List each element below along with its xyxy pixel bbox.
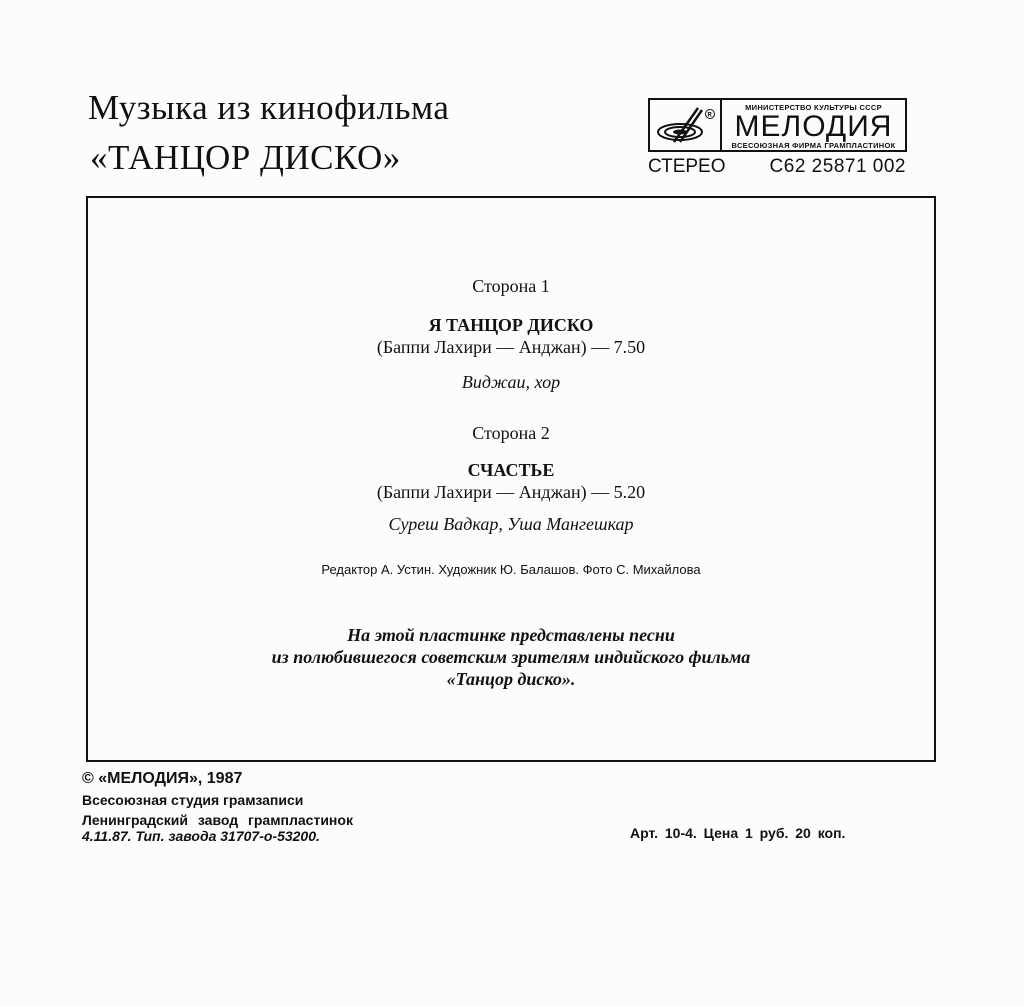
melodiya-logo [648, 98, 907, 152]
side-1-song: Я ТАНЦОР ДИСКО [428, 315, 594, 335]
note-line-1: На этой пластинке представлены песни [347, 625, 675, 645]
logo-ministry-text: МИНИСТЕРСТВО КУЛЬТУРЫ СССР [745, 103, 882, 112]
svg-text:R: R [707, 112, 712, 119]
price: Арт. 10-4. Цена 1 руб. 20 коп. [630, 825, 846, 841]
note-line-2: из полюбившегося советским зрителям индийского фильма [271, 647, 751, 667]
side-2-authors: (Баппи Лахири — Анджан) — 5.20 [376, 482, 646, 502]
side-1-authors: (Баппи Лахири — Анджан) — 7.50 [376, 337, 646, 357]
side-2-song: СЧАСТЬЕ [467, 460, 555, 480]
album-title-line1: Музыка из кинофильма [88, 88, 450, 127]
album-title-line2: «ТАНЦОР ДИСКО» [90, 138, 401, 177]
studio: Всесоюзная студия грамзаписи [82, 792, 304, 808]
copyright: © «МЕЛОДИЯ», 1987 [82, 770, 243, 787]
note-line-3: «Танцор диско». [446, 669, 576, 689]
catalog-number: С62 25871 002 [769, 156, 906, 177]
side-2-performers: Суреш Вадкар, Уша Мангешкар [388, 514, 634, 534]
side-2-label: Сторона 2 [472, 423, 550, 443]
factory: Ленинградский завод грампластинок [82, 812, 353, 828]
print-info: 4.11.87. Тип. завода 31707-о-53200. [82, 828, 320, 844]
logo-company-text: ВСЕСОЮЗНАЯ ФИРМА ГРАМПЛАСТИНОК [731, 141, 896, 150]
logo-brand-name: МЕЛОДИЯ [734, 110, 893, 143]
record-logo-icon [650, 100, 722, 150]
side-1-label: Сторона 1 [472, 276, 550, 296]
credits: Редактор А. Устин. Художник Ю. Балашов. Фото С. Михайлова [321, 562, 701, 577]
side-1-performers: Виджаи, хор [461, 372, 561, 392]
record-format: СТЕРЕО [648, 156, 726, 177]
tracklist-box [86, 196, 936, 762]
